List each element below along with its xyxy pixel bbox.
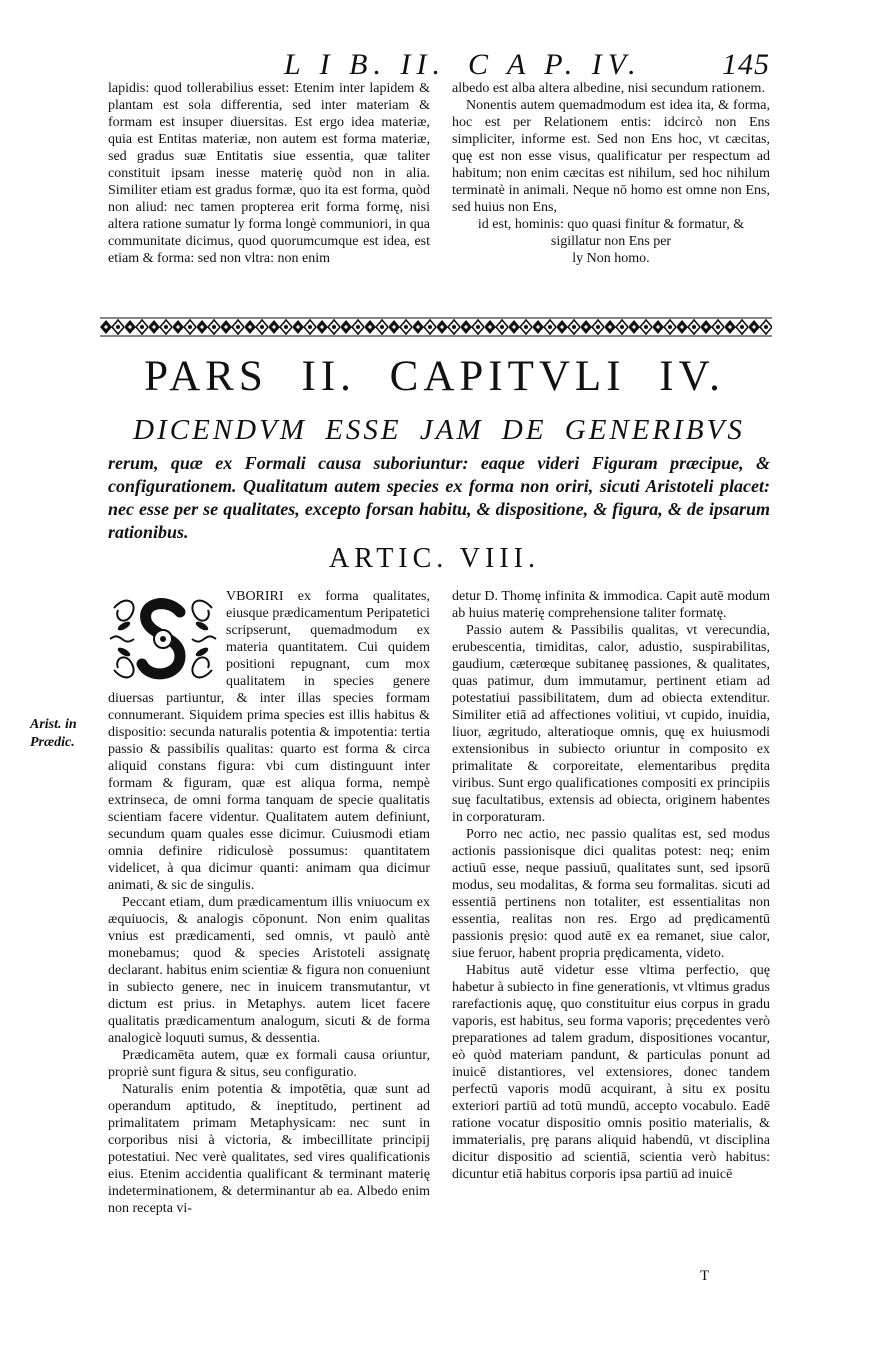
paragraph: Nonentis autem quemadmodum est idea ita, & forma, hoc est per Relationem entis: idcircò non Ens simpliciter, informe est. Sed non Ens hoc, vt cæcitas, quę est non esse visus, qualificatur per respectum ad habitum; non enim cæcitas est nihilum, sed hoc nihilum terminatè in animali. Neque nō homo est omne non Ens, sed huius non Ens, <box>452 98 770 215</box>
taper-line: ly Non homo. <box>572 251 650 266</box>
running-header <box>0 48 869 82</box>
ornamental-band <box>100 317 772 337</box>
part-title: PARS II. CAPITVLI IV. <box>144 353 725 400</box>
paragraph: Habitus autē videtur esse vltima perfectio, quę habetur à subiecto in fine generationis, vt vltimus gradus rarefactionis aquę, quo constituitur eius corpus in gradu vaporis, est habitus, seu forma vaporis; pręcedentes verò preparationes ad talem gradum, dispositiones vocantur, eò quòd materiam pandunt, & particulas ponunt ad inuicē distantiores, vel extensiores, donec tandem perfectū vaporis modū acquirant, à situ ex positu exteriori partiū ad totū mundū, accepto vocabulo. Eadē ratione vocatur dispositio omnis positio materialis, & immaterialis, prę parans aliquid habendū, vt disciplina dicitur dispositio ad scientiā, scientia verò habitus: dicuntur etiā habitus corporis ipsa partiū ad inuicē <box>452 963 770 1182</box>
header-chapter: C A P. IV. <box>468 48 642 81</box>
page-number: 145 <box>722 48 770 81</box>
paragraph: Prædicamēta autem, quæ ex formali causa oriuntur, propriè sunt figura & situs, seu configuratio. <box>108 1048 430 1080</box>
paragraph: detur D. Thomę infinita & immodica. Capit autē modum ab huius materię comprehensione taliter formatę. <box>452 589 770 621</box>
paragraph: lapidis: quod tollerabilius esset: Etenim inter lapidem & plantam est sola differentia, sed inter materiam & formam est insuper diuersitas. Est ergo idea materiæ, quia est Entitas materiæ, non autem est forma materiæ, sed gradus suæ Entitatis siue essentia, quæ taliter constituit ipsam inesse materię quòd non in alia. Similiter etiam est gradus formæ, quo ita est forma, quòd non aliud: nec tamen propterea erit forma formę, nisi altera ratione sumatur ly forma longè communiori, in qua communitate dicimus, quod quorumcumque est idea, est etiam & forma: sed non vltra: non enim <box>108 81 430 266</box>
top-left-column <box>108 80 430 267</box>
paragraph: Peccant etiam, dum prædicamentum illis vniuocum ex æquiuocis, & analogis cōponunt. Non enim qualitas vnius est prædicamenti, sed omnis, vt paulò antè monebamus; quod & species Aristoteli assignatę declarant. habitus enim scientiæ & figura non conueniunt in subiecto genere, nec in inuicem transmutantur, vt dictum est prius. in Metaphys. autem licet facere qualitatis prædicamentum analogum, sicuti & de forma analogicè loquuti sumus, & dessentia. <box>108 895 430 1046</box>
chapter-argument: rerum, quæ ex Formali causa suboriuntur: eaque videri Figuram præcipue, & configurationem. Qualitatum autem species ex forma non oriri, sicuti Aristoteli placet: nec esse per se qualitates, excepto forsan habitu, & dispositione, & figura, & de ipsarum rationibus. <box>108 453 770 542</box>
left-column <box>108 588 430 1217</box>
catchword: T <box>700 1268 710 1284</box>
paragraph: VBORIRI ex forma qualitates, eiusque prædicamentum Peripatetici scripserunt, quemadmodum ex materia quantitatem. Cui quidem positioni repugnant, cum mox qualitatem in species genere diuersas partiuntur, & inter illas species formam connumerant. Siquidem prima species est illis habitus & dispositio: secunda naturalis potentia & impotentia: tertia passio & passibilis qualitas: quarto est forma & circa aliquid constans figura: vbi cum distinguunt inter formam & figuram, quæ est aliqua forma, nempè extrinseca, de omni forma tanquam de specie qualitatis scientiam facere videntur. Qualitatem autem definiunt, secundum quam quales esse dicimur. Cuiusmodi etiam omnia definire ridiculosè possumus: quantitatem videlicet, à qua dicimur quanti: animam qua dicimur animati, & sic de singulis. <box>108 589 430 893</box>
paragraph: albedo est alba altera albedine, nisi secundum rationem. <box>452 81 765 96</box>
decorated-initial-s <box>108 590 218 688</box>
top-right-column <box>452 80 770 267</box>
paragraph: Passio autem & Passibilis qualitas, vt verecundia, erubescentia, timiditas, calor, adustio, suspirabilitas, gaudium, cæterœque subitaneę passiones, & qualitates, quas patimur, dum immutamur, pertinent etiam ad potestatiui passibilitatem, dum ad obiecta extenditur. Similiter etiā ad affectiones volitiui, vt cupido, inuidia, liuor, ægritudo, alteratioque omnis, quę ex huiusmodi extensionibus in subiecto oriuntur in composito ex primalitate & corporeitate, elementaribus prędita viribus. Sunt ergo qualificationes compositi ex principiis suę facultatibus, extensis ad obiecta, originem habentes in corporaturam. <box>452 623 770 825</box>
article-heading: ARTIC. VIII. <box>328 543 540 574</box>
margin-note: Arist. in Prædic. <box>30 717 77 750</box>
right-column <box>452 588 770 1183</box>
taper-line: id est, hominis: quo quasi finitur & formatur, & sigillatur non Ens per <box>477 217 745 249</box>
paragraph: Porro nec actio, nec passio qualitas est, sed modus actionis passionisque dici qualitas potest: neq; enim actiuū esse, neque passiuū, qualitates sunt, sed ipsorū modus, seu modalitas, & forma seu formalitas. sicuti ad essentiā pertinens non totaliter, est essentialitas non essentia, realitas non res. Ergo ad prędicamentū passionis pręsio: quod autē ex ea remanet, siue calor, siue feruor, habent propria prędicamenta, videto. <box>452 827 770 961</box>
chapter-subtitle: DICENDVM ESSE JAM DE GENERIBVS <box>133 414 745 446</box>
header-book: L I B. II. <box>284 48 446 81</box>
paragraph: Naturalis enim potentia & impotētia, quæ sunt ad operandum aptitudo, & ineptitudo, pertinent ad primalitatem primam Metaphysicam: nec sunt in corporibus nisi à victoria, & imbecillitate principij potestatiui. Nec verè qualitates, sed vires qualificationis eius. Etenim accidentia qualificant & terminant materię indeterminationem, & determinantur ab ea. Albedo enim non recepta vi- <box>108 1082 430 1216</box>
